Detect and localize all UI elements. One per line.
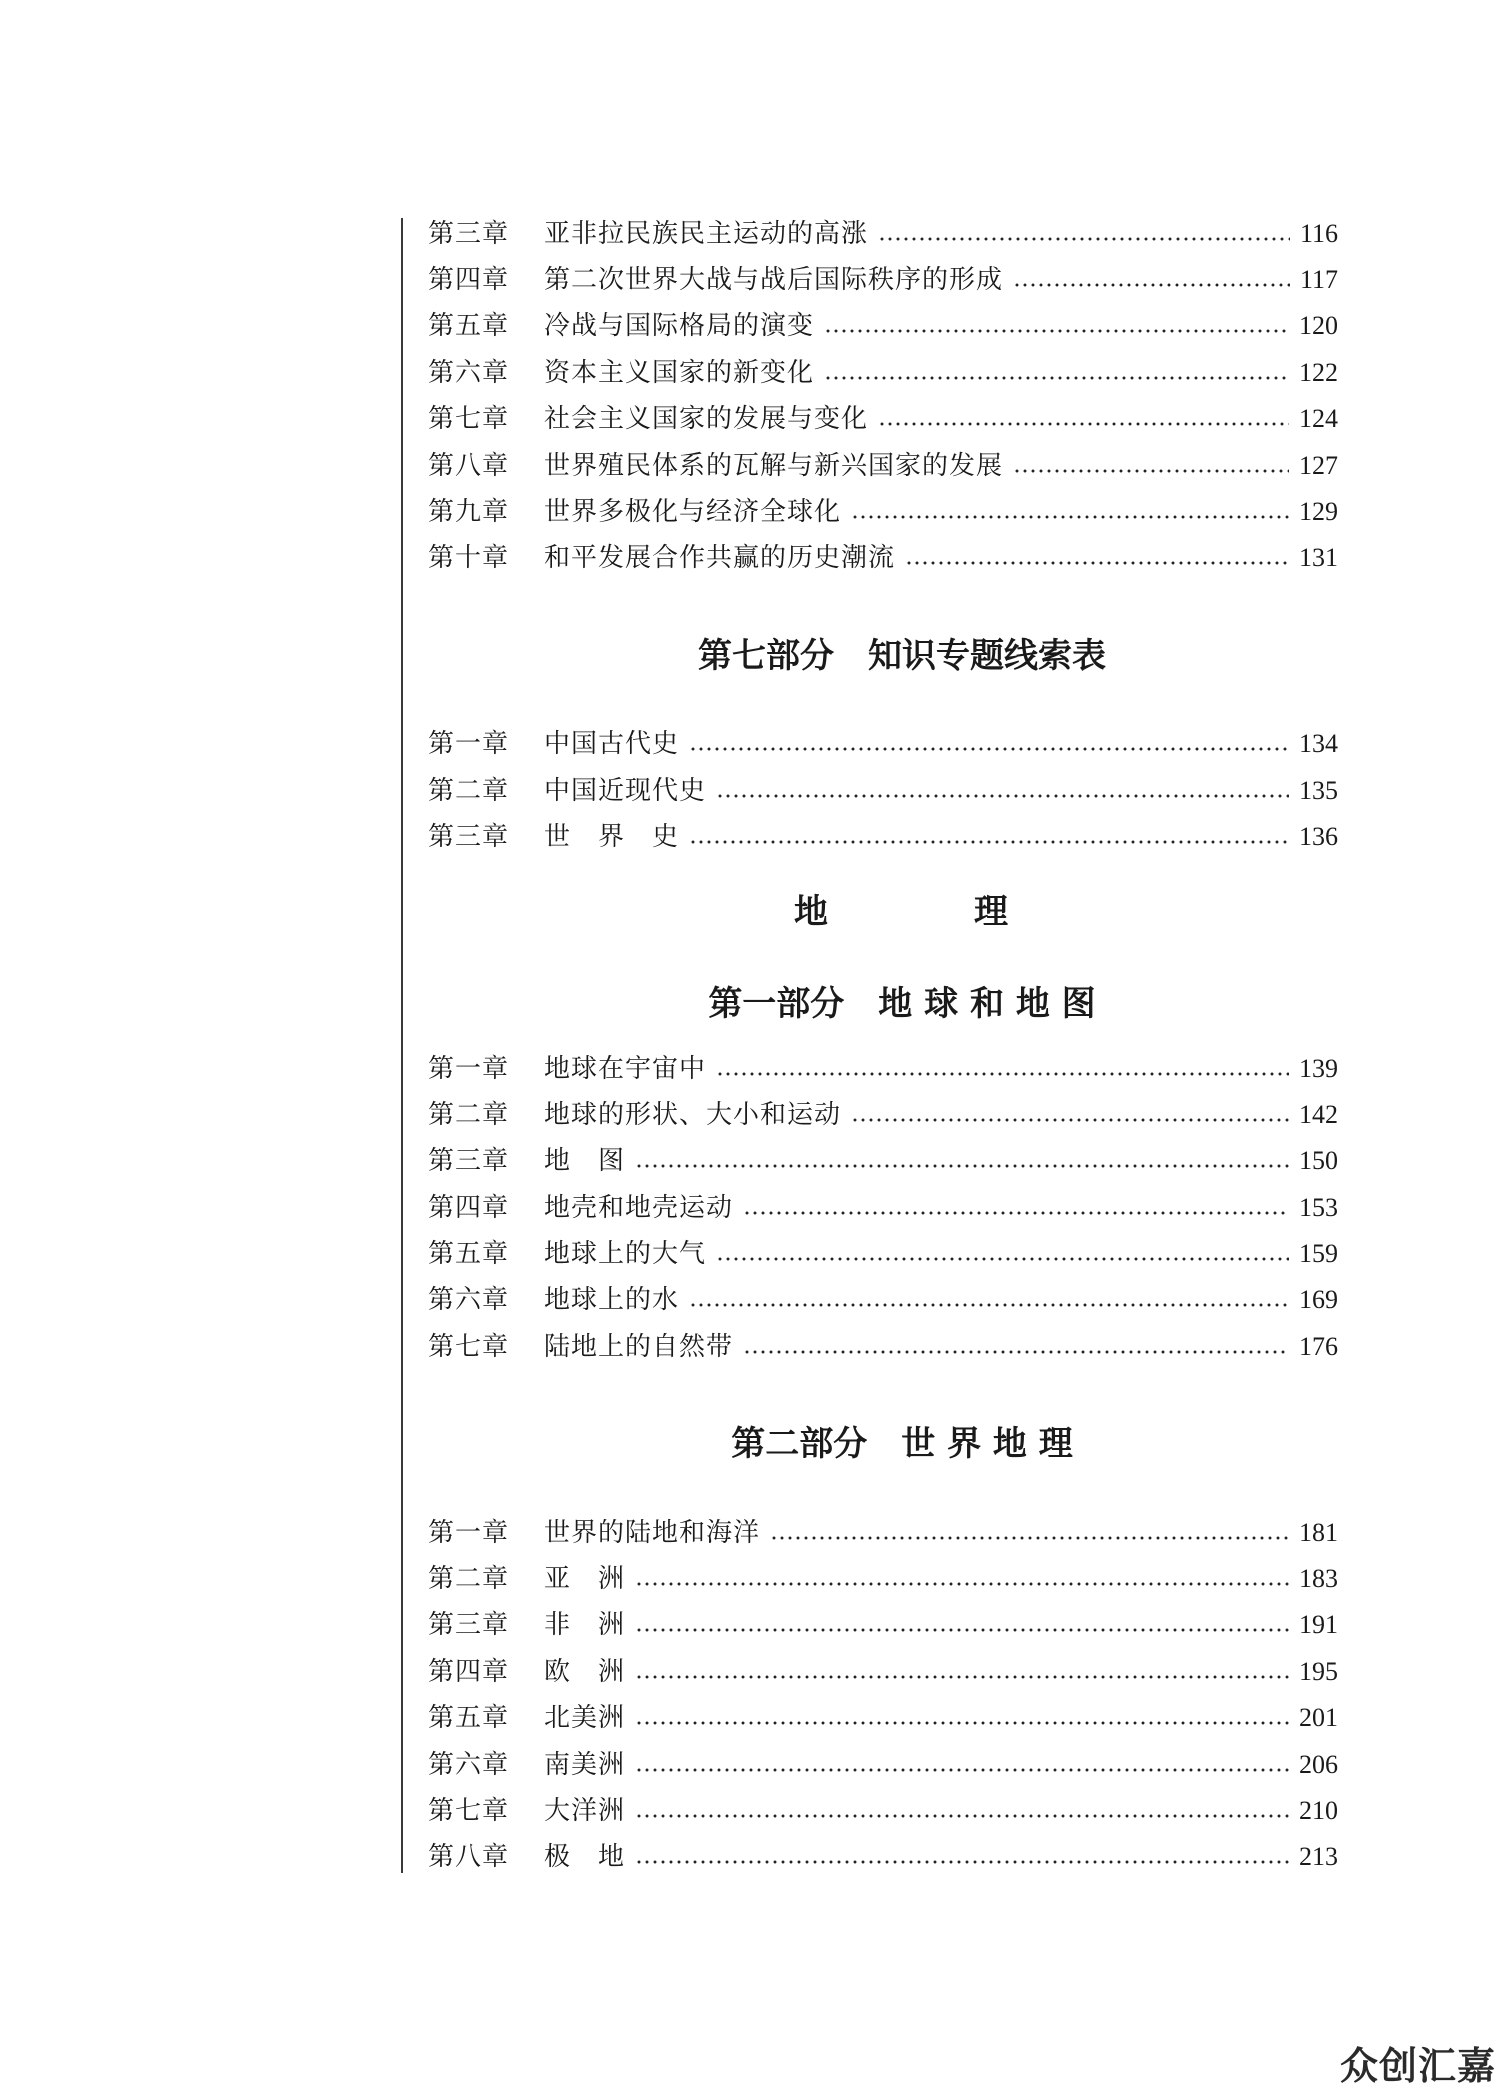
dot-leader <box>689 840 1289 844</box>
watermark-logo: 众创汇嘉 <box>1339 2044 1496 2088</box>
section-heading: 第二部分 世 界 地 理 <box>731 1424 1073 1464</box>
page-number: 120 <box>1299 311 1338 340</box>
chapter-number: 第七章 <box>428 1332 510 1362</box>
toc-row[interactable] <box>428 724 1338 764</box>
chapter-number: 第一章 <box>428 1054 510 1084</box>
chapter-number: 第三章 <box>428 1146 510 1176</box>
chapter-title: 大洋洲 <box>544 1796 626 1826</box>
page-number: 122 <box>1299 358 1338 387</box>
chapter-number: 第七章 <box>428 404 510 434</box>
chapter-number: 第二章 <box>428 776 510 806</box>
toc-row[interactable] <box>428 1652 1338 1692</box>
section-heading: 第一部分 地 球 和 地 图 <box>708 984 1096 1024</box>
chapter-title: 南美洲 <box>544 1750 626 1780</box>
dot-leader <box>770 1536 1289 1540</box>
chapter-title: 地球的形状、大小和运动 <box>544 1100 842 1130</box>
margin-rule <box>401 218 403 1873</box>
page-number: 176 <box>1299 1332 1338 1361</box>
chapter-title: 地 图 <box>544 1146 626 1176</box>
dot-leader <box>635 1860 1289 1864</box>
dot-leader <box>689 747 1289 751</box>
chapter-number: 第三章 <box>428 822 510 852</box>
toc-row[interactable] <box>428 1280 1338 1320</box>
chapter-number: 第四章 <box>428 1657 510 1687</box>
page-number: 117 <box>1299 265 1338 294</box>
chapter-title: 陆地上的自然带 <box>544 1332 734 1362</box>
chapter-title: 地球上的大气 <box>544 1239 707 1269</box>
toc-row[interactable] <box>428 1698 1338 1738</box>
toc-row[interactable] <box>428 1791 1338 1831</box>
chapter-number: 第一章 <box>428 729 510 759</box>
dot-leader <box>824 329 1289 333</box>
page-number: 142 <box>1299 1100 1338 1129</box>
page-number: 213 <box>1299 1842 1338 1871</box>
chapter-number: 第六章 <box>428 358 510 388</box>
chapter-title: 欧 洲 <box>544 1657 626 1687</box>
dot-leader <box>743 1211 1289 1215</box>
toc-row[interactable] <box>428 1513 1338 1553</box>
page-number: 183 <box>1299 1564 1338 1593</box>
dot-leader <box>1013 283 1290 287</box>
chapter-title: 地壳和地壳运动 <box>544 1193 734 1223</box>
chapter-number: 第六章 <box>428 1285 510 1315</box>
chapter-title: 世 界 史 <box>544 822 680 852</box>
toc-row[interactable] <box>428 771 1338 811</box>
chapter-number: 第五章 <box>428 1239 510 1269</box>
chapter-number: 第九章 <box>428 497 510 527</box>
chapter-title: 非 洲 <box>544 1610 626 1640</box>
chapter-title: 第二次世界大战与战后国际秩序的形成 <box>544 265 1004 295</box>
dot-leader <box>635 1814 1289 1818</box>
dot-leader <box>635 1582 1289 1586</box>
toc-row[interactable] <box>428 1234 1338 1274</box>
chapter-number: 第八章 <box>428 1842 510 1872</box>
toc-row[interactable] <box>428 260 1338 300</box>
toc-row[interactable] <box>428 492 1338 532</box>
dot-leader <box>824 376 1289 380</box>
chapter-number: 第八章 <box>428 451 510 481</box>
chapter-title: 冷战与国际格局的演变 <box>544 311 815 341</box>
dot-leader <box>851 515 1289 519</box>
page-number: 134 <box>1299 729 1338 758</box>
toc-row[interactable] <box>428 399 1338 439</box>
toc-row[interactable] <box>428 817 1338 857</box>
chapter-title: 地球在宇宙中 <box>544 1054 707 1084</box>
page-number: 191 <box>1299 1610 1338 1639</box>
page-number: 150 <box>1299 1146 1338 1175</box>
chapter-title: 资本主义国家的新变化 <box>544 358 815 388</box>
toc-row[interactable] <box>428 538 1338 578</box>
dot-leader <box>635 1721 1289 1725</box>
dot-leader <box>905 561 1289 565</box>
chapter-title: 亚非拉民族民主运动的高涨 <box>544 219 869 249</box>
chapter-title: 亚 洲 <box>544 1564 626 1594</box>
chapter-title: 世界殖民体系的瓦解与新兴国家的发展 <box>544 451 1004 481</box>
dot-leader <box>1013 469 1289 473</box>
toc-row[interactable] <box>428 1745 1338 1785</box>
chapter-number: 第三章 <box>428 219 510 249</box>
toc-row[interactable] <box>428 306 1338 346</box>
dot-leader <box>716 1072 1289 1076</box>
page-number: 153 <box>1299 1193 1338 1222</box>
dot-leader <box>878 422 1289 426</box>
page-number: 201 <box>1299 1703 1338 1732</box>
chapter-title: 地球上的水 <box>544 1285 680 1315</box>
chapter-title: 北美洲 <box>544 1703 626 1733</box>
chapter-number: 第四章 <box>428 265 510 295</box>
dot-leader <box>635 1675 1289 1679</box>
dot-leader <box>851 1118 1289 1122</box>
chapter-number: 第五章 <box>428 311 510 341</box>
toc-row[interactable] <box>428 1188 1338 1228</box>
toc-row[interactable] <box>428 1559 1338 1599</box>
chapter-number: 第四章 <box>428 1193 510 1223</box>
page-number: 195 <box>1299 1657 1338 1686</box>
page-number: 124 <box>1299 404 1338 433</box>
dot-leader <box>716 1257 1289 1261</box>
page-number: 139 <box>1299 1054 1338 1083</box>
page-number: 129 <box>1299 497 1338 526</box>
page-number: 206 <box>1299 1750 1338 1779</box>
chapter-number: 第二章 <box>428 1564 510 1594</box>
section-heading: 第七部分 知识专题线索表 <box>698 636 1106 676</box>
toc-row[interactable] <box>428 1049 1338 1089</box>
dot-leader <box>635 1164 1289 1168</box>
chapter-number: 第二章 <box>428 1100 510 1130</box>
toc-row[interactable] <box>428 1095 1338 1135</box>
dot-leader <box>635 1628 1289 1632</box>
chapter-number: 第一章 <box>428 1518 510 1548</box>
chapter-number: 第七章 <box>428 1796 510 1826</box>
toc-row[interactable] <box>428 214 1338 254</box>
page-number: 169 <box>1299 1285 1338 1314</box>
toc-row[interactable] <box>428 1837 1338 1877</box>
page-number: 136 <box>1299 822 1338 851</box>
chapter-title: 中国古代史 <box>544 729 680 759</box>
chapter-title: 极 地 <box>544 1842 626 1872</box>
chapter-title: 世界多极化与经济全球化 <box>544 497 842 527</box>
toc-row[interactable] <box>428 1605 1338 1645</box>
page-number: 135 <box>1299 776 1338 805</box>
page-number: 116 <box>1299 219 1338 248</box>
chapter-number: 第十章 <box>428 543 510 573</box>
chapter-title: 世界的陆地和海洋 <box>544 1518 761 1548</box>
page-number: 181 <box>1299 1518 1338 1547</box>
chapter-number: 第三章 <box>428 1610 510 1640</box>
chapter-title: 中国近现代史 <box>544 776 707 806</box>
toc-row[interactable] <box>428 353 1338 393</box>
page-number: 210 <box>1299 1796 1338 1825</box>
page-number: 131 <box>1299 543 1338 572</box>
toc-row[interactable] <box>428 1141 1338 1181</box>
chapter-number: 第六章 <box>428 1750 510 1780</box>
subject-heading: 地 理 <box>794 892 1010 932</box>
chapter-number: 第五章 <box>428 1703 510 1733</box>
dot-leader <box>689 1303 1289 1307</box>
dot-leader <box>716 794 1289 798</box>
toc-row[interactable] <box>428 1327 1338 1367</box>
page-number: 159 <box>1299 1239 1338 1268</box>
toc-row[interactable] <box>428 446 1338 486</box>
dot-leader <box>878 237 1290 241</box>
dot-leader <box>635 1768 1289 1772</box>
chapter-title: 和平发展合作共赢的历史潮流 <box>544 543 896 573</box>
dot-leader <box>743 1350 1289 1354</box>
page-number: 127 <box>1299 451 1338 480</box>
chapter-title: 社会主义国家的发展与变化 <box>544 404 869 434</box>
